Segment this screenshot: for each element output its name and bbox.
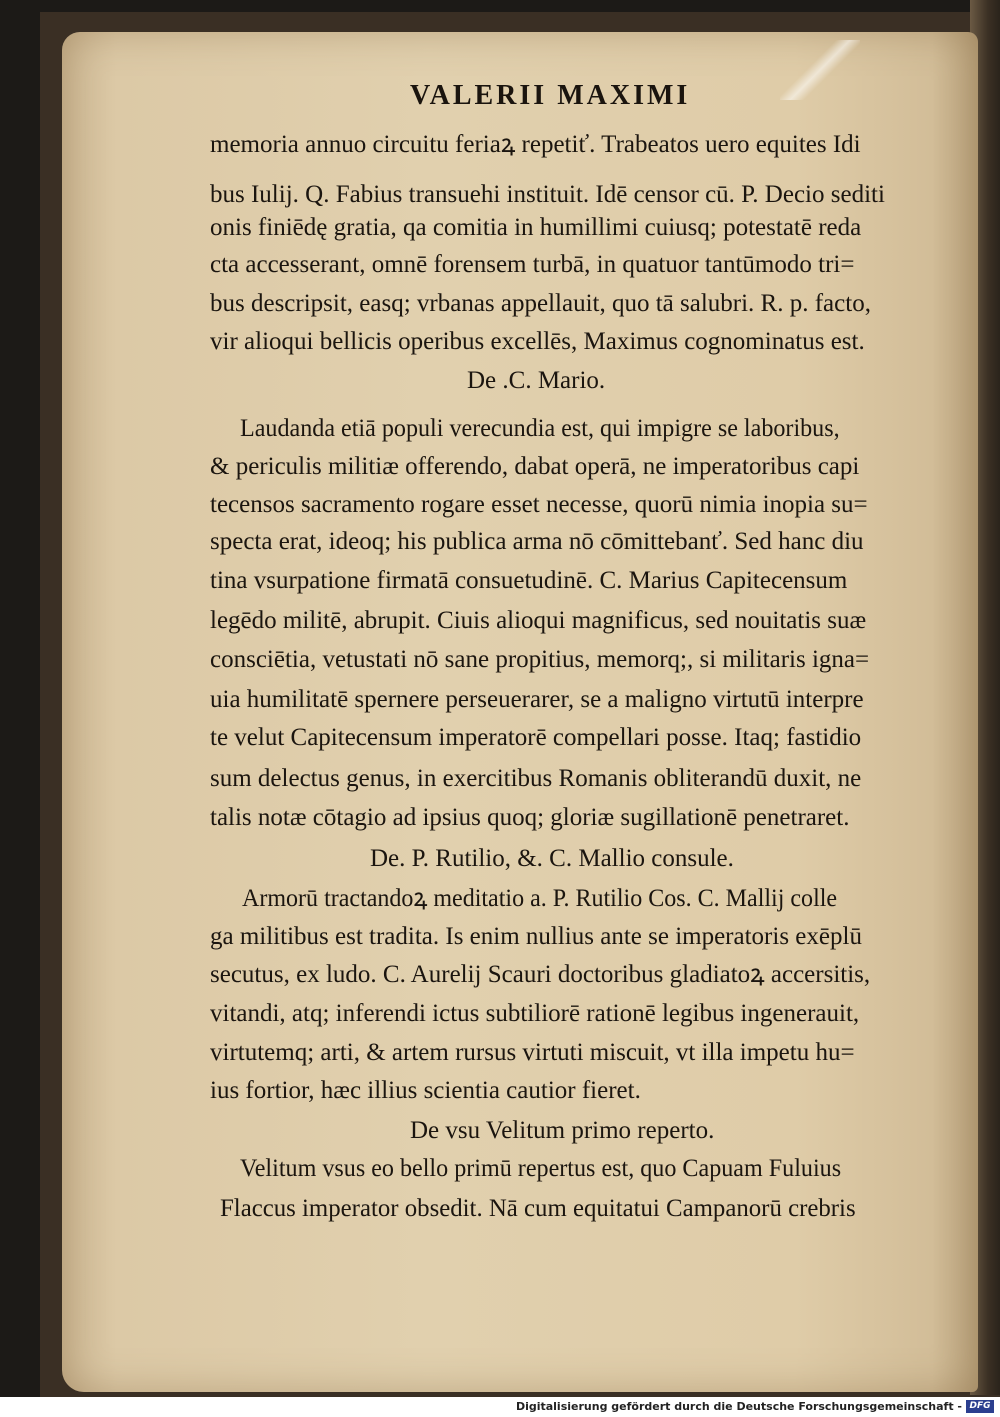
text-line: sum delectus genus, in exercitibus Romanis obliterandū duxit, ne <box>210 765 862 792</box>
digitization-footer <box>0 1397 1000 1417</box>
running-title: VALERII MAXIMI <box>410 80 691 111</box>
text-line: virtutemq; arti, & artem rursus virtuti miscuit, vt illa impetu hu= <box>210 1039 855 1066</box>
text-line: secutus, ex ludo. C. Aurelij Scauri doctoribus gladiatoꝝ accersitis, <box>210 961 871 988</box>
text-line: uia humilitatē spernere perseuerarer, se a maligno virtutū interpre <box>210 686 864 713</box>
text-line: cta accesserant, omnē forensem turbā, in quatuor tantūmodo tri= <box>210 251 855 278</box>
text-line: consciētia, vetustati nō sane propitius, memorq;, si militaris igna= <box>210 646 870 673</box>
text-line: Velitum vsus eo bello primū repertus est, quo Capuam Fuluius <box>240 1155 842 1182</box>
section-heading: De .C. Mario. <box>467 367 606 394</box>
text-line: Laudanda etiā populi verecundia est, qui impigre se laboribus, <box>240 415 840 442</box>
text-line: onis finiēdę gratia, qa comitia in humillimi cuiusq; potestatē reda <box>210 214 862 241</box>
text-line: & periculis militiæ offerendo, dabat operā, ne imperatoribus capi <box>210 453 860 480</box>
text-line: tina vsurpatione firmatā consuetudinē. C. Marius Capitecensum <box>210 567 848 594</box>
text-line: te velut Capitecensum imperatorē compellari posse. Itaq; fastidio <box>210 724 862 751</box>
text-line: specta erat, ideoq; his publica arma nō cōmittebanť. Sed hanc diu <box>210 528 864 555</box>
text-line: ga militibus est tradita. Is enim nullius ante se imperatoris exēplū <box>210 923 862 950</box>
dfg-logo: DFG <box>966 1400 994 1413</box>
text-line: talis notæ cōtagio ad ipsius quoq; gloriæ sugillationē penetraret. <box>210 804 850 831</box>
page-fold-mark <box>780 40 860 100</box>
text-line: bus descripsit, easq; vrbanas appellauit, quo tā salubri. R. p. facto, <box>210 290 871 317</box>
text-line: legēdo militē, abrupit. Ciuis alioqui magnificus, sed nouitatis suæ <box>210 607 867 634</box>
text-line: ius fortior, hæc illius scientia cautior fieret. <box>210 1077 641 1104</box>
text-line: bus Iulij. Q. Fabius transuehi instituit. Idē censor cū. P. Decio sediti <box>210 181 885 208</box>
section-heading: De vsu Velitum primo reperto. <box>410 1117 715 1144</box>
text-line: Flaccus imperator obsedit. Nā cum equitatui Campanorū crebris <box>220 1195 856 1222</box>
text-line: tecensos sacramento rogare esset necesse, quorū nimia inopia su= <box>210 491 868 518</box>
section-heading: De. P. Rutilio, &. C. Mallio consule. <box>370 845 734 872</box>
text-line: memoria annuo circuitu feriaꝝ repetiť. Trabeatos uero equites Idi <box>210 131 861 158</box>
text-line: vitandi, atq; inferendi ictus subtiliorē rationē legibus ingenerauit, <box>210 1000 860 1027</box>
footer-credit-text: Digitalisierung gefördert durch die Deutsche Forschungsgemeinschaft - <box>515 1400 962 1413</box>
text-line: vir alioqui bellicis operibus excellēs, Maximus cognominatus est. <box>210 328 865 355</box>
text-line: Armorū tractandoꝝ meditatio a. P. Rutilio Cos. C. Mallij colle <box>242 885 838 912</box>
